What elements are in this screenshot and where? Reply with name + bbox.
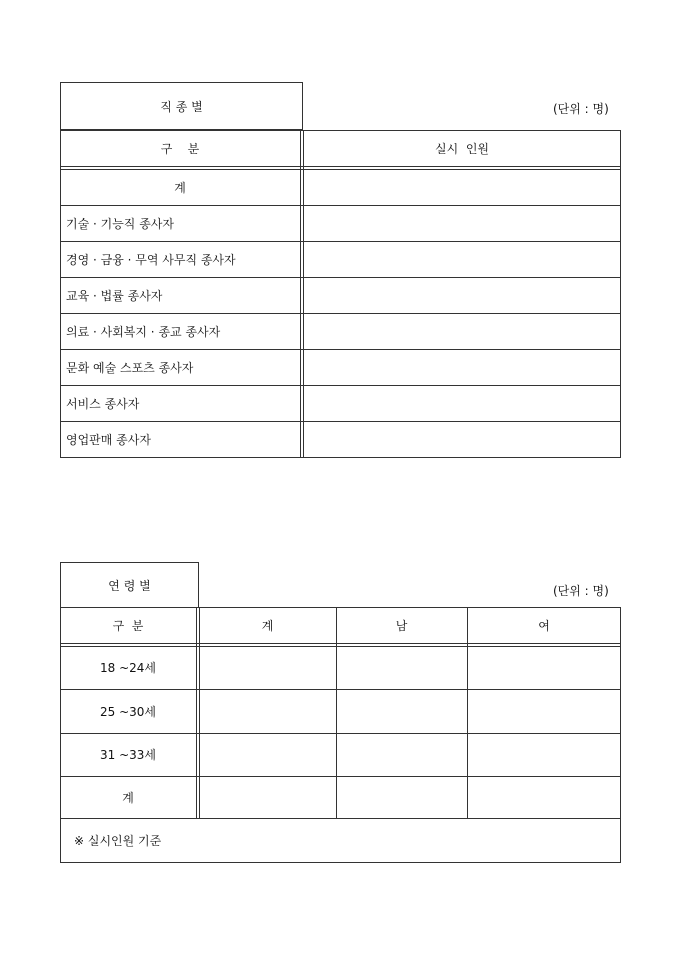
age-row bbox=[60, 689, 196, 733]
age-header-total-text: 계 bbox=[261, 618, 274, 633]
age-note bbox=[60, 818, 621, 863]
age-row-label: 18 ~24세 bbox=[99, 661, 156, 675]
age-header-total bbox=[199, 607, 336, 643]
occupation-header-value bbox=[303, 130, 621, 166]
age-title-text: 연 령 별 bbox=[108, 578, 151, 593]
age-header-category bbox=[60, 607, 196, 643]
age-note-text: ※ 실시인원 기준 bbox=[74, 834, 162, 848]
occupation-row bbox=[60, 349, 300, 385]
age-row bbox=[60, 646, 196, 689]
age-header-male bbox=[336, 607, 467, 643]
occupation-header-category bbox=[60, 130, 300, 166]
occupation-header-category-text: 구 분 bbox=[160, 141, 200, 156]
age-row-label: 25 ~30세 bbox=[99, 704, 156, 719]
occupation-unit-label: (단위 : 명) bbox=[553, 102, 609, 116]
occupation-total-row bbox=[60, 169, 300, 205]
age-total-row bbox=[60, 776, 196, 818]
occupation-row-label: 경영 · 금융 · 무역 사무직 종사자 bbox=[66, 252, 236, 267]
occupation-row-label: 문화 예술 스포츠 종사자 bbox=[66, 360, 194, 375]
occupation-row bbox=[60, 421, 300, 458]
age-row bbox=[60, 733, 196, 776]
age-title bbox=[60, 562, 199, 608]
occupation-row-label: 서비스 종사자 bbox=[66, 396, 140, 411]
occupation-row bbox=[60, 205, 300, 241]
age-header-category-text: 구 분 bbox=[112, 618, 144, 633]
age-header-male-text: 남 bbox=[395, 618, 408, 633]
age-header-female-text: 여 bbox=[538, 618, 550, 633]
occupation-row bbox=[60, 385, 300, 421]
age-row-label: 31 ~33세 bbox=[99, 748, 156, 762]
age-total-label: 계 bbox=[122, 790, 134, 805]
occupation-row bbox=[60, 277, 300, 313]
occupation-row bbox=[60, 241, 300, 277]
age-unit-label: (단위 : 명) bbox=[553, 584, 609, 598]
occupation-row-label: 교육 · 법률 종사자 bbox=[66, 288, 163, 303]
occupation-title bbox=[60, 82, 303, 130]
occupation-row bbox=[60, 313, 300, 349]
occupation-total-label: 계 bbox=[174, 180, 186, 195]
occupation-row-label: 영업판매 종사자 bbox=[66, 433, 151, 447]
age-header-female bbox=[467, 607, 621, 643]
occupation-row-label: 기술 · 기능직 종사자 bbox=[66, 216, 174, 231]
occupation-header-value-text: 실시 인원 bbox=[435, 141, 489, 156]
occupation-title-text: 직 종 별 bbox=[160, 99, 203, 114]
occupation-row-label: 의료 · 사회복지 · 종교 종사자 bbox=[66, 324, 221, 339]
